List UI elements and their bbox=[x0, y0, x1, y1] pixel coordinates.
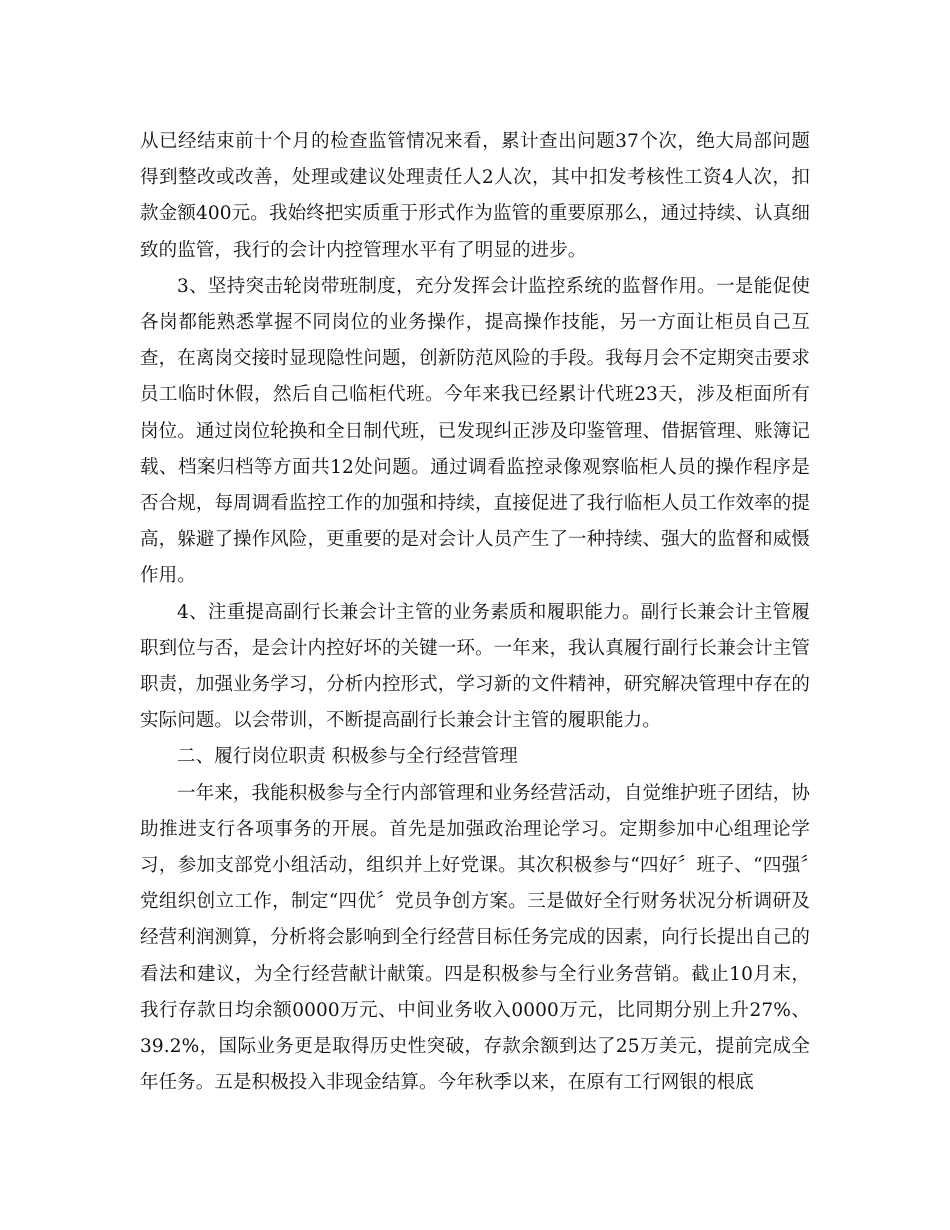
paragraph-rotation-duty: 3、坚持突击轮岗带班制度，充分发挥会计监控系统的监督作用。一是能促使各岗都能熟悉掌握不同岗位的业务操作，提高操作技能，另一方面让柜员自己互查，在离岗交接时显现隐性问题，创新防范风险的手段。我每月会不定期突击要求员工临时休假，然后自己临柜代班。今年来我已经累计代班23天，涉及柜面所有岗位。通过岗位轮换和全日制代班，已发现纠正涉及印鉴管理、借据管理、账簿记载、档案归档等方面共12处问题。通过调看监控录像观察临柜人员的操作程序是否合规，每周调看监控工作的加强和持续，直接促进了我行临柜人员工作效率的提高，躲避了操作风险，更重要的是对会计人员产生了一种持续、强大的监督和威慑作用。 bbox=[140, 275, 810, 587]
paragraph-inspection-results: 从已经结束前十个月的检查监管情况来看，累计查出问题37个次，绝大局部问题得到整改或改善，处理或建议处理责任人2人次，其中扣发考核性工资4人次，扣款金额400元。我始终把实质重于形式作为监管的重要原那么，通过持续、认真细致的监管，我行的会计内控管理水平有了明显的进步。 bbox=[140, 131, 810, 261]
paragraph-accounting-supervisor: 4、注重提高副行长兼会计主管的业务素质和履职能力。副行长兼会计主管履职到位与否，是会计内控好坏的关键一环。一年来，我认真履行副行长兼会计主管职责，加强业务学习，分析内控形式，学习新的文件精神，研究解决管理中存在的实际问题。以会带训，不断提高副行长兼会计主管的履职能力。 bbox=[140, 601, 810, 732]
paragraph-management-participation: 一年来，我能积极参与全行内部管理和业务经营活动，自觉维护班子团结，协助推进支行各项事务的开展。首先是加强政治理论学习。定期参加中心组理论学习，参加支部党小组活动，组织并上好党课。其次积极参与“四好〞班子、“四强〞党组织创立工作，制定“四优〞党员争创方案。三是做好全行财务状况分析调研及经营利润测算，分析将会影响到全行经营目标任务完成的因素，向行长提出自己的看法和建议，为全行经营献计献策。四是积极参与全行业务营销。截止10月末，我行存款日均余额0000万元、中间业务收入0000万元，比同期分别上升27%、39.2%，国际业务更是取得历史性突破，存款余额到达了25万美元，提前完成全年任务。五是积极投入非现金结算。今年秋季以来，在原有工行网银的根底 bbox=[140, 782, 810, 1094]
document-body bbox=[140, 124, 810, 1101]
section-heading: 二、履行岗位职责 积极参与全行经营管理 bbox=[177, 746, 518, 768]
